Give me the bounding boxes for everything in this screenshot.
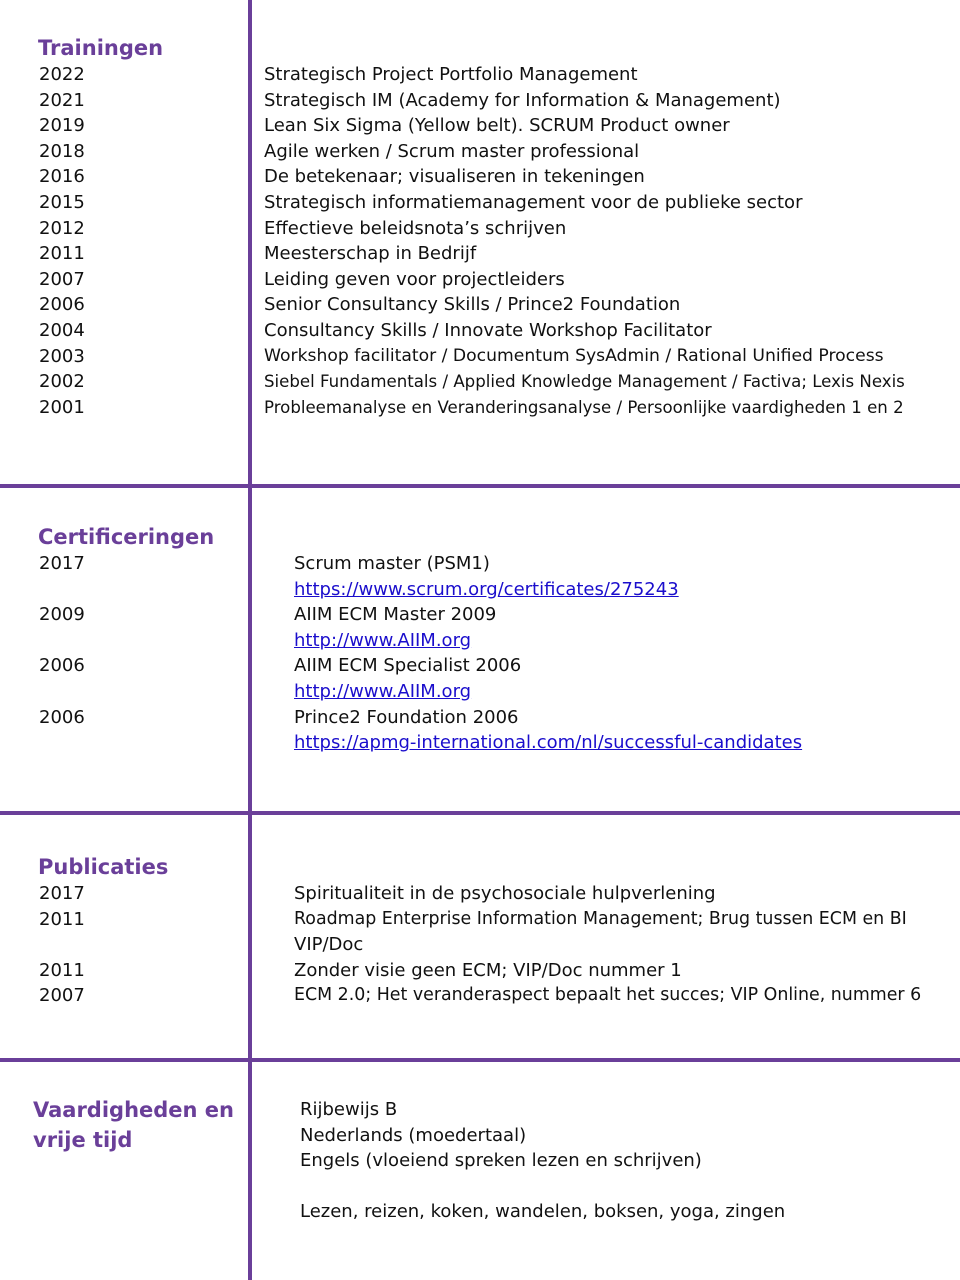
list-item — [0, 628, 960, 654]
list-item — [0, 705, 960, 731]
list-item — [0, 216, 960, 242]
training-year: 2002 — [39, 371, 85, 393]
certification-year: 2006 — [39, 706, 85, 728]
trainingen-heading: Trainingen — [38, 36, 164, 60]
certification-title: AIIM ECM Specialist 2006 — [294, 655, 522, 677]
certification-year: 2017 — [39, 553, 85, 574]
list-item — [0, 241, 960, 267]
training-year: 2022 — [39, 64, 85, 85]
training-year: 2006 — [39, 294, 85, 316]
certification-year: 2009 — [39, 604, 85, 626]
list-item — [0, 958, 960, 984]
certification-title: Scrum master (PSM1) — [294, 553, 490, 574]
list-item — [0, 551, 960, 577]
list-item — [0, 602, 960, 628]
publication-year: 2011 — [39, 908, 85, 930]
training-year: 2018 — [39, 140, 85, 162]
training-title: Probleemanalyse en Veranderingsanalyse / Persoonlijke vaardigheden 1 en 2 — [264, 397, 904, 417]
list-item — [0, 267, 960, 293]
list-item — [0, 113, 960, 139]
publication-title-continued: VIP/Doc — [294, 934, 364, 956]
training-title: Agile werken / Scrum master professional — [264, 140, 640, 162]
certification-title: Prince2 Foundation 2006 — [294, 706, 519, 728]
training-year: 2007 — [39, 268, 85, 290]
list-item — [0, 653, 960, 679]
training-title: Consultancy Skills / Innovate Workshop Facilitator — [264, 319, 712, 341]
training-title: De betekenaar; visualiseren in tekeningen — [264, 166, 645, 188]
list-item — [0, 62, 960, 88]
list-item — [0, 983, 960, 1009]
certification-link[interactable]: http://www.AIIM.org — [294, 680, 472, 702]
training-title: Lean Six Sigma (Yellow belt). SCRUM Product owner — [264, 115, 730, 137]
training-title: Meesterschap in Bedrijf — [264, 243, 477, 265]
section-divider-1 — [0, 484, 960, 488]
list-item — [0, 730, 960, 756]
training-title: Strategisch informatiemanagement voor de publieke sector — [264, 191, 803, 213]
list-item — [0, 344, 960, 370]
vaardigheden-heading-line1: Vaardigheden en — [33, 1098, 234, 1122]
training-year: 2021 — [39, 89, 85, 111]
vaardigheden-heading-line2: vrije tijd — [33, 1128, 133, 1152]
publication-title: Zonder visie geen ECM; VIP/Doc nummer 1 — [294, 959, 682, 981]
list-item — [0, 679, 960, 705]
list-item — [0, 369, 960, 395]
training-year: 2004 — [39, 319, 85, 341]
publication-year: 2007 — [39, 985, 85, 1007]
publication-title: Roadmap Enterprise Information Management; Brug tussen ECM en BI — [294, 908, 907, 929]
skill-item: Rijbewijs B — [300, 1099, 398, 1120]
publication-year: 2011 — [39, 959, 85, 981]
certification-title: AIIM ECM Master 2009 — [294, 604, 497, 626]
training-year: 2011 — [39, 243, 85, 265]
list-item — [0, 190, 960, 216]
training-year: 2016 — [39, 166, 85, 188]
publication-year: 2017 — [39, 883, 85, 904]
vaardigheden-heading — [33, 1095, 234, 1155]
section-divider-2 — [0, 811, 960, 815]
certificeringen-heading: Certificeringen — [38, 525, 215, 549]
list-item — [0, 88, 960, 114]
training-year: 2003 — [39, 345, 85, 367]
list-item — [0, 577, 960, 603]
list-item — [0, 318, 960, 344]
training-title: Effectieve beleidsnota’s schrijven — [264, 217, 567, 239]
certification-year: 2006 — [39, 655, 85, 677]
list-item — [0, 932, 960, 958]
certificeringen-list — [0, 551, 960, 756]
list-item — [0, 395, 960, 421]
training-year: 2015 — [39, 191, 85, 213]
section-divider-3 — [0, 1058, 960, 1062]
skill-item: Nederlands (moedertaal) — [300, 1125, 527, 1146]
publication-title: Spiritualiteit in de psychosociale hulpverlening — [294, 883, 716, 904]
certification-link[interactable]: https://www.scrum.org/certificates/275243 — [294, 578, 679, 600]
certification-link[interactable]: https://apmg-international.com/nl/successful-candidates — [294, 732, 803, 754]
list-item — [0, 881, 960, 907]
publication-title: ECM 2.0; Het veranderaspect bepaalt het succes; VIP Online, nummer 6 — [294, 985, 922, 1006]
hobbies-line: Lezen, reizen, koken, wandelen, boksen, yoga, zingen — [300, 1201, 786, 1222]
training-title: Strategisch Project Portfolio Management — [264, 64, 638, 85]
skill-item: Engels (vloeiend spreken lezen en schrijven) — [300, 1150, 702, 1171]
training-year: 2019 — [39, 115, 85, 137]
list-item — [0, 164, 960, 190]
training-title: Leiding geven voor projectleiders — [264, 268, 565, 290]
training-title: Workshop facilitator / Documentum SysAdmin / Rational Unified Process — [264, 345, 884, 366]
publicaties-list — [0, 881, 960, 1009]
training-title: Strategisch IM (Academy for Information & Management) — [264, 89, 781, 111]
trainingen-list — [0, 62, 960, 420]
list-item — [0, 292, 960, 318]
training-year: 2012 — [39, 217, 85, 239]
publicaties-heading: Publicaties — [38, 855, 169, 879]
training-title: Siebel Fundamentals / Applied Knowledge Management / Factiva; Lexis Nexis — [264, 372, 905, 392]
list-item — [0, 139, 960, 165]
training-title: Senior Consultancy Skills / Prince2 Foundation — [264, 294, 681, 316]
list-item — [0, 907, 960, 933]
training-year: 2001 — [39, 396, 85, 418]
certification-link[interactable]: http://www.AIIM.org — [294, 629, 472, 651]
